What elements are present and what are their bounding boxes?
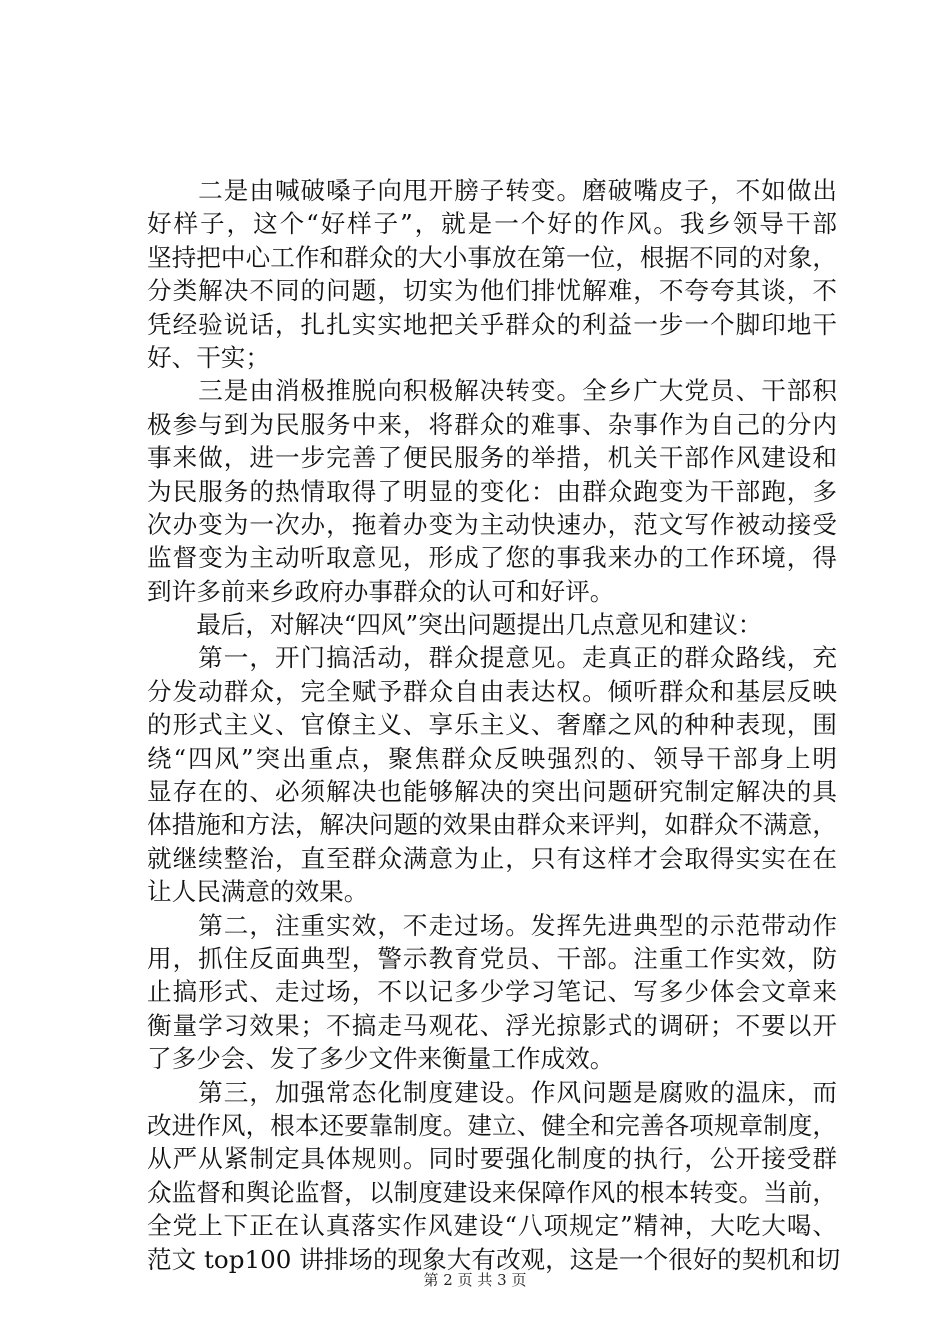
text-line: 坚持把中心工作和群众的大小事放在第一位，根据不同的对象， — [147, 242, 837, 272]
text-line: 好样子，这个“好样子”，就是一个好的作风。我乡领导干部 — [147, 209, 837, 239]
text-line: 监督变为主动听取意见，形成了您的事我来办的工作环境，得 — [147, 543, 837, 573]
text-line: 用，抓住反面典型，警示教育党员、干部。注重工作实效，防 — [147, 943, 837, 973]
text-line: 就继续整治，直至群众满意为止，只有这样才会取得实实在在 — [147, 843, 837, 873]
text-line: 范文 top100 讲排场的现象大有改观，这是一个很好的契机和切 — [147, 1244, 841, 1274]
text-line: 了多少会、发了多少文件来衡量工作成效。 — [147, 1044, 615, 1074]
text-line: 极参与到为民服务中来，将群众的难事、杂事作为自己的分内 — [147, 409, 837, 439]
text-line: 分发动群众，完全赋予群众自由表达权。倾听群众和基层反映 — [147, 676, 837, 706]
text-line: 显存在的、必须解决也能够解决的突出问题研究制定解决的具 — [147, 777, 837, 807]
text-line: 衡量学习效果；不搞走马观花、浮光掠影式的调研；不要以开 — [147, 1010, 837, 1040]
text-line: 让人民满意的效果。 — [147, 877, 369, 907]
text-line: 止搞形式、走过场，不以记多少学习笔记、写多少体会文章来 — [147, 977, 837, 1007]
text-line: 好、干实； — [147, 342, 270, 372]
text-line: 第一，开门搞活动，群众提意见。走真正的群众路线，充 — [147, 643, 837, 673]
page-footer: 第 2 页 共 3 页 — [423, 1271, 527, 1289]
text-line: 二是由喊破嗓子向甩开膀子转变。磨破嘴皮子，不如做出 — [147, 176, 837, 205]
text-line: 最后，对解决“四风”突出问题提出几点意见和建议： — [147, 610, 763, 640]
text-line: 的形式主义、官僚主义、享乐主义、奢靡之风的种种表现，围 — [147, 710, 837, 740]
text-line: 从严从紧制定具体规则。同时要强化制度的执行，公开接受群 — [147, 1144, 837, 1174]
text-line: 三是由消极推脱向积极解决转变。全乡广大党员、干部积 — [147, 376, 837, 406]
text-line: 改进作风，根本还要靠制度。建立、健全和完善各项规章制度， — [147, 1110, 837, 1140]
text-line: 次办变为一次办，拖着办变为主动快速办，范文写作被动接受 — [147, 509, 837, 539]
text-line: 为民服务的热情取得了明显的变化：由群众跑变为干部跑，多 — [147, 476, 837, 506]
text-line: 到许多前来乡政府办事群众的认可和好评。 — [147, 576, 615, 606]
text-line: 众监督和舆论监督，以制度建设来保障作风的根本转变。当前， — [147, 1177, 837, 1207]
text-line: 第三，加强常态化制度建设。作风问题是腐败的温床，而 — [147, 1077, 837, 1107]
text-line: 凭经验说话，扎扎实实地把关乎群众的利益一步一个脚印地干 — [147, 309, 837, 339]
text-line: 体措施和方法，解决问题的效果由群众来评判，如群众不满意， — [147, 810, 837, 840]
text-line: 绕“四风”突出重点，聚焦群众反映强烈的、领导干部身上明 — [147, 743, 837, 773]
text-line: 事来做，进一步完善了便民服务的举措，机关干部作风建设和 — [147, 443, 837, 473]
text-line: 分类解决不同的问题，切实为他们排忧解难，不夸夸其谈，不 — [147, 276, 837, 306]
text-line: 第二，注重实效，不走过场。发挥先进典型的示范带动作 — [147, 910, 837, 940]
document-body — [147, 174, 841, 1276]
text-line: 全党上下正在认真落实作风建设“八项规定”精神，大吃大喝、 — [147, 1211, 837, 1241]
